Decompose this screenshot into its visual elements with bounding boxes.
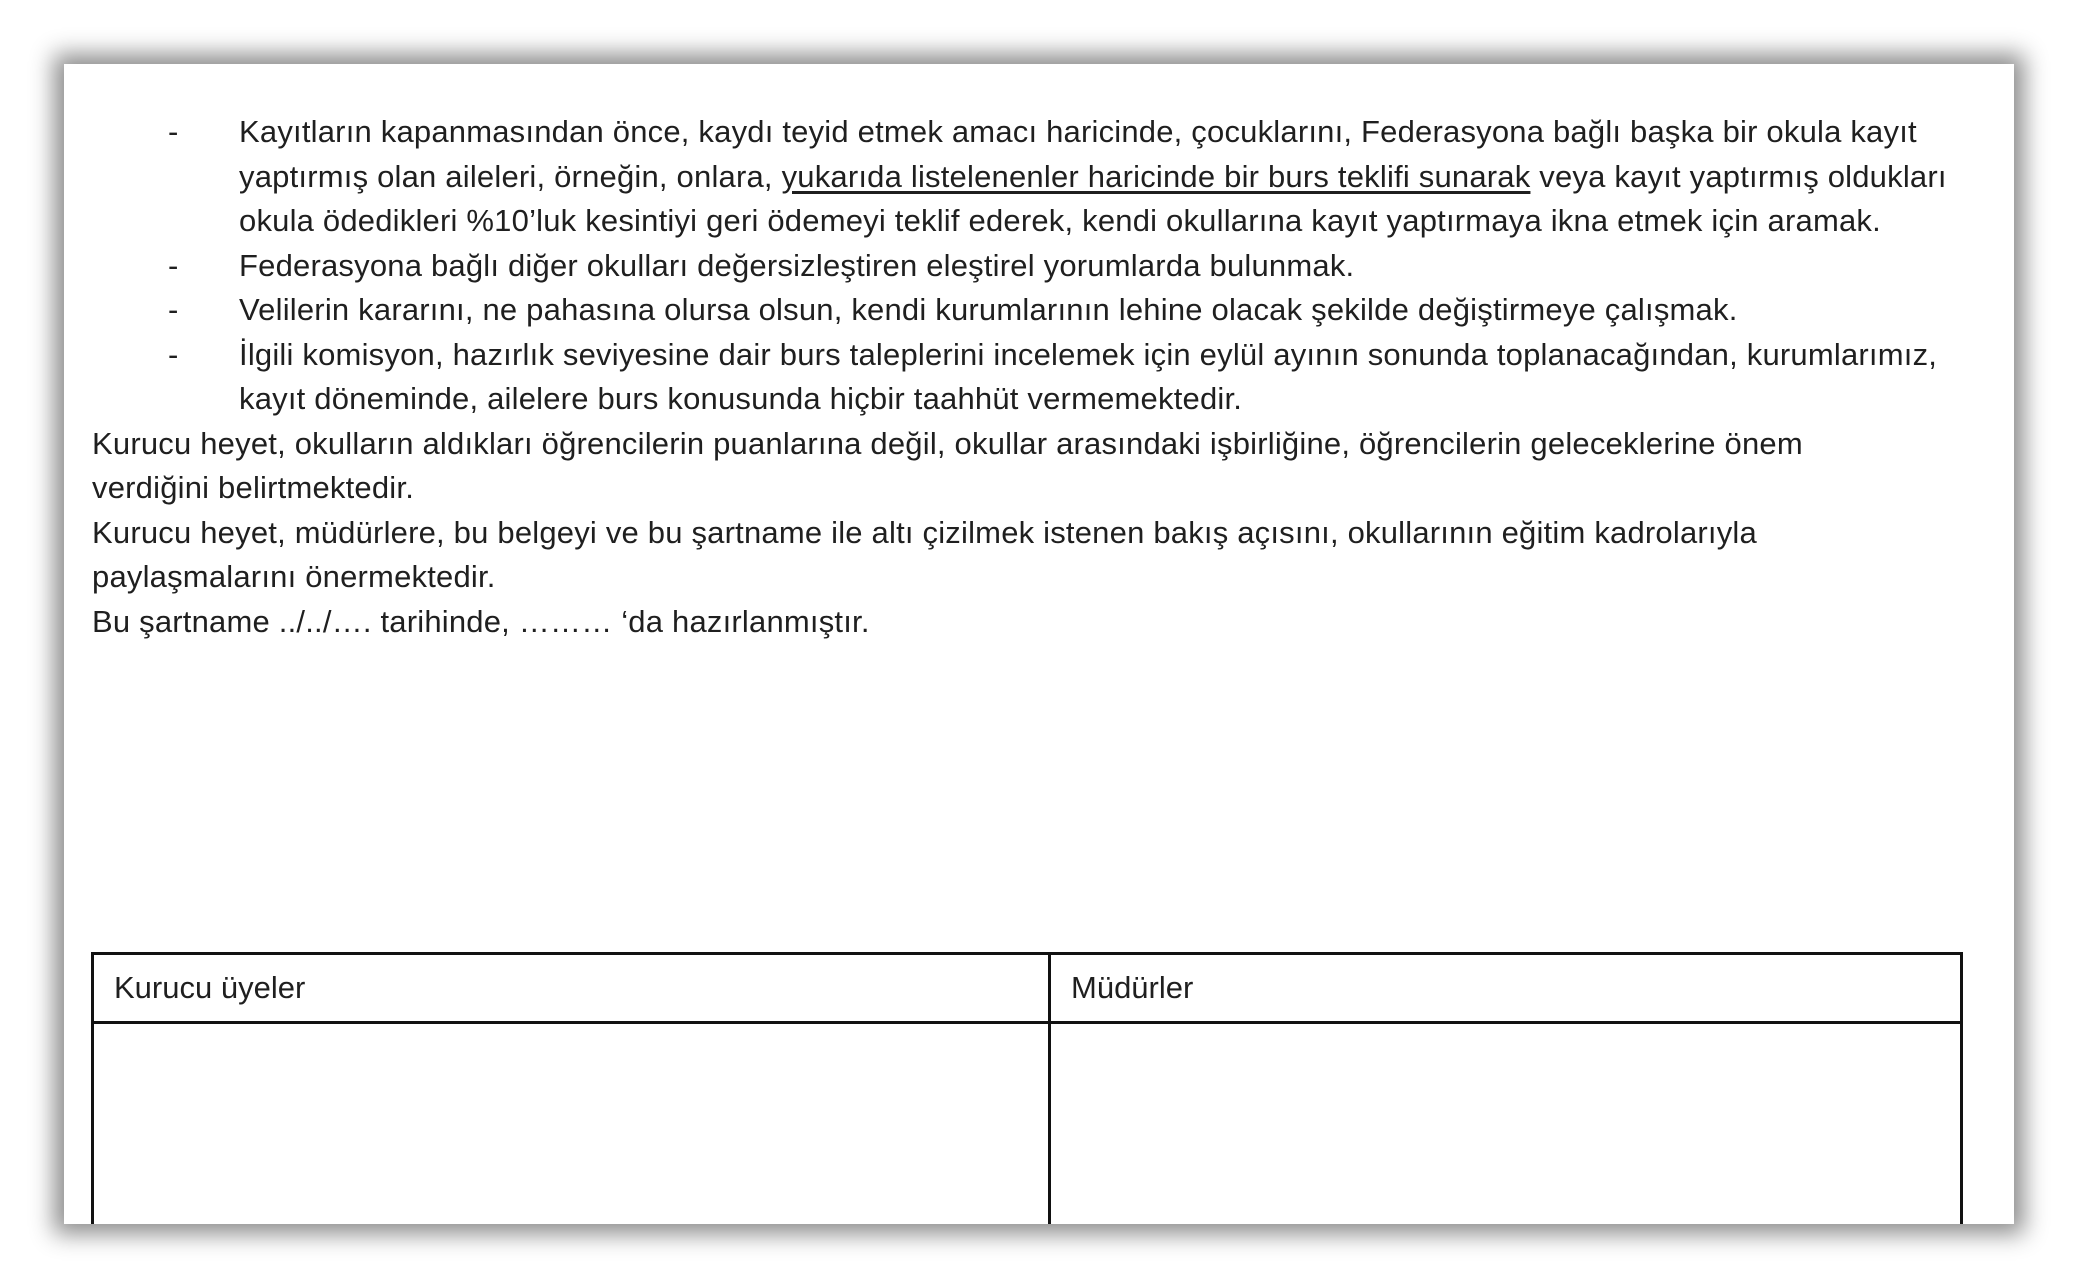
signature-table-header-row xyxy=(93,954,1962,1023)
bullet-marker: - xyxy=(168,114,179,149)
bullet-item-4 xyxy=(92,333,1999,422)
founding-members-header: Kurucu üyeler xyxy=(93,954,1050,1023)
bullet-list xyxy=(92,110,1992,422)
bullet-marker: - xyxy=(168,336,179,372)
principals-header: Müdürler xyxy=(1050,954,1962,1023)
signature-table-body-row xyxy=(93,1023,1962,1225)
paragraph-preparation-date: Bu şartname ../../…. tarihinde, ……… ‘da hazırlanmıştır. xyxy=(92,603,870,639)
bullet-2-text: Federasyona bağlı diğer okulları değersizleştiren eleştirel yorumlarda bulunmak. xyxy=(239,247,1355,283)
signature-table xyxy=(91,952,1963,1224)
bullet-1-underlined-text: yukarıda listelenenler haricinde bir burs teklifi sunarak xyxy=(781,158,1531,194)
bullet-1-text-after: veya kayıt yaptırmış oldukları okula ödedikleri %10’luk kesintiyi geri ödemeyi teklif ederek, kendi okullarına kayıt yaptırmaya ikna etmek için aramak. xyxy=(239,158,1947,238)
principals-signature-cell xyxy=(1050,1023,1962,1225)
bullet-item-3 xyxy=(92,288,1999,333)
bullet-marker: - xyxy=(168,292,179,327)
founding-members-signature-cell xyxy=(93,1023,1050,1225)
document-content xyxy=(92,110,1992,644)
bullet-item-1 xyxy=(92,110,1999,244)
document-page xyxy=(64,64,2014,1224)
bullet-marker: - xyxy=(168,247,179,283)
bullet-3-text: Velilerin kararını, ne pahasına olursa olsun, kendi kurumlarının lehine olacak şekilde değiştirmeye çalışmak. xyxy=(239,292,1738,327)
bullet-1-text-before: Kayıtların kapanmasından önce, kaydı teyid etmek amacı haricinde, çocuklarını, Federasyona bağlı başka bir okula kayıt yaptırmış olan aileleri, örneğin, onlara, xyxy=(239,114,1917,194)
paragraph-founding-board-priorities: Kurucu heyet, okulların aldıkları öğrencilerin puanlarına değil, okullar arasındaki işbirliğine, öğrencilerin geleceklerine önem verdiğini belirtmektedir. xyxy=(92,425,1803,505)
bullet-item-2 xyxy=(92,244,1999,289)
bullet-4-text: İlgili komisyon, hazırlık seviyesine dair burs taleplerini incelemek için eylül ayının sonunda toplanacağından, kurumlarımız, kayıt döneminde, ailelere burs konusunda hiçbir taahhüt vermemektedir. xyxy=(239,336,1938,416)
paragraph-founding-board-recommendation: Kurucu heyet, müdürlere, bu belgeyi ve bu şartname ile altı çizilmek istenen bakış açısını, okullarının eğitim kadrolarıyla paylaşmalarını önermektedir. xyxy=(92,514,1757,594)
